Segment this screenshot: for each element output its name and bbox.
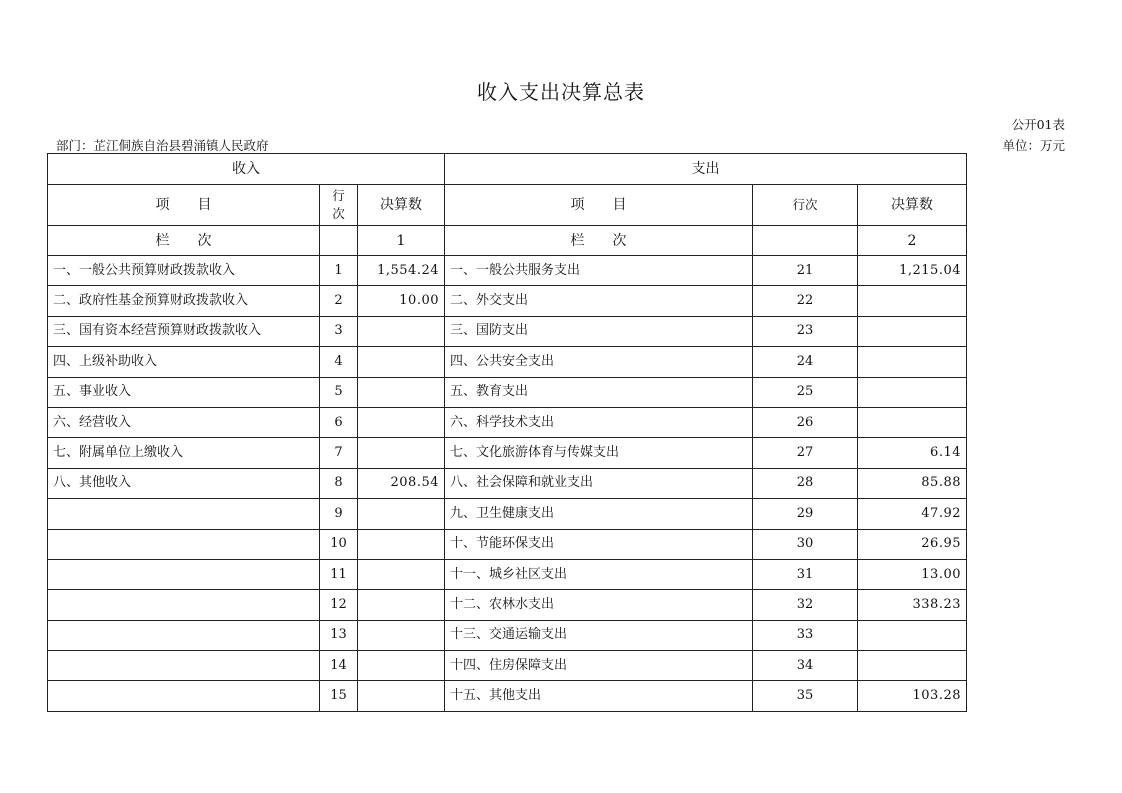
income-item-cell [48,529,320,559]
expense-amount-cell: 47.92 [858,499,967,529]
table-row [48,559,967,589]
expense-item-cell: 三、国防支出 [445,316,753,346]
page-title: 收入支出决算总表 [477,80,645,104]
income-line-no-cell: 12 [320,590,358,620]
income-item-header: 项 目 [48,185,320,226]
expense-item-cell: 十、节能环保支出 [445,529,753,559]
income-line-no-cell: 4 [320,347,358,377]
expense-line-no-header: 行次 [753,185,858,226]
income-item-cell [48,620,320,650]
income-amount-cell: 208.54 [358,468,445,498]
income-amount-cell: 10.00 [358,286,445,316]
expense-line-no-cell: 21 [753,256,858,286]
expense-item-cell: 二、外交支出 [445,286,753,316]
table-row [48,590,967,620]
unit-label: 单位：万元 [1002,138,1065,153]
expense-amount-cell [858,651,967,681]
expense-col-index: 2 [858,226,967,256]
income-line-no-cell: 14 [320,651,358,681]
income-item-cell: 二、政府性基金预算财政拨款收入 [48,286,320,316]
expense-line-no-cell: 25 [753,377,858,407]
income-line-no-cell: 6 [320,407,358,437]
expense-amount-cell [858,620,967,650]
expense-item-cell: 十一、城乡社区支出 [445,559,753,589]
expense-item-cell: 六、科学技术支出 [445,407,753,437]
table-row [48,681,967,711]
income-item-cell: 八、其他收入 [48,468,320,498]
expense-line-no-cell: 30 [753,529,858,559]
header-row-col-index [48,226,967,256]
income-amount-cell [358,347,445,377]
income-line-no-cell: 8 [320,468,358,498]
expense-line-no-cell: 34 [753,651,858,681]
income-item-cell: 七、附属单位上缴收入 [48,438,320,468]
income-line-no-cell: 9 [320,499,358,529]
expense-item-cell: 七、文化旅游体育与传媒支出 [445,438,753,468]
header-row-columns [48,185,967,226]
expense-line-no-cell: 26 [753,407,858,437]
income-line-no-cell: 11 [320,559,358,589]
income-amount-cell [358,590,445,620]
income-amount-cell: 1,554.24 [358,256,445,286]
income-line-no-header [320,185,358,226]
income-amount-header: 决算数 [358,185,445,226]
table-row [48,438,967,468]
income-amount-cell [358,377,445,407]
income-line-no-cell: 5 [320,377,358,407]
income-item-cell [48,499,320,529]
expense-amount-cell: 13.00 [858,559,967,589]
expense-item-header: 项 目 [445,185,753,226]
income-amount-cell [358,529,445,559]
expense-line-no-cell: 32 [753,590,858,620]
income-amount-cell [358,316,445,346]
expense-item-cell: 九、卫生健康支出 [445,499,753,529]
table-row [48,256,967,286]
expense-amount-cell: 26.95 [858,529,967,559]
expense-amount-cell: 103.28 [858,681,967,711]
table-row [48,529,967,559]
expense-line-no-cell: 22 [753,286,858,316]
income-item-cell [48,559,320,589]
income-line-no-cell: 3 [320,316,358,346]
income-col-blank [320,226,358,256]
expense-amount-cell: 1,215.04 [858,256,967,286]
expense-amount-header: 决算数 [858,185,967,226]
income-amount-cell [358,651,445,681]
expense-amount-cell: 338.23 [858,590,967,620]
table-row [48,651,967,681]
income-line-no-label: 行次 [332,188,345,221]
form-number: 公开01表 [1011,117,1065,132]
expense-item-cell: 十三、交通运输支出 [445,620,753,650]
expense-amount-cell: 6.14 [858,438,967,468]
income-col-label: 栏 次 [48,226,320,256]
table-row [48,407,967,437]
expense-line-no-cell: 29 [753,499,858,529]
expense-amount-cell [858,286,967,316]
expense-line-no-cell: 27 [753,438,858,468]
table-row [48,499,967,529]
table-row [48,620,967,650]
expense-section-header: 支出 [445,154,967,185]
table-row [48,468,967,498]
income-amount-cell [358,681,445,711]
expense-item-cell: 十五、其他支出 [445,681,753,711]
expense-line-no-cell: 31 [753,559,858,589]
income-line-no-cell: 10 [320,529,358,559]
income-amount-cell [358,620,445,650]
income-amount-cell [358,499,445,529]
expense-amount-cell [858,347,967,377]
income-item-cell: 三、国有资本经营预算财政拨款收入 [48,316,320,346]
income-col-index: 1 [358,226,445,256]
expense-amount-cell [858,377,967,407]
expense-item-cell: 一、一般公共服务支出 [445,256,753,286]
expense-item-cell: 十四、住房保障支出 [445,651,753,681]
expense-item-cell: 四、公共安全支出 [445,347,753,377]
income-line-no-cell: 1 [320,256,358,286]
expense-item-cell: 五、教育支出 [445,377,753,407]
expense-line-no-cell: 35 [753,681,858,711]
expense-col-label: 栏 次 [445,226,753,256]
income-item-cell: 六、经营收入 [48,407,320,437]
income-line-no-cell: 15 [320,681,358,711]
expense-item-cell: 八、社会保障和就业支出 [445,468,753,498]
income-item-cell: 四、上级补助收入 [48,347,320,377]
income-line-no-cell: 13 [320,620,358,650]
table-row [48,377,967,407]
budget-summary-table [47,153,967,712]
header-row-sections [48,154,967,185]
expense-amount-cell [858,316,967,346]
expense-col-blank [753,226,858,256]
expense-amount-cell [858,407,967,437]
expense-item-cell: 十二、农林水支出 [445,590,753,620]
income-line-no-cell: 7 [320,438,358,468]
expense-line-no-cell: 23 [753,316,858,346]
income-amount-cell [358,559,445,589]
income-item-cell: 五、事业收入 [48,377,320,407]
expense-line-no-cell: 33 [753,620,858,650]
income-item-cell [48,590,320,620]
expense-line-no-cell: 28 [753,468,858,498]
table-row [48,347,967,377]
income-line-no-cell: 2 [320,286,358,316]
income-item-cell [48,651,320,681]
table-row [48,286,967,316]
income-item-cell [48,681,320,711]
income-amount-cell [358,407,445,437]
department-label: 部门：芷江侗族自治县碧涌镇人民政府 [56,138,269,153]
income-section-header: 收入 [48,154,445,185]
income-amount-cell [358,438,445,468]
expense-line-no-cell: 24 [753,347,858,377]
expense-amount-cell: 85.88 [858,468,967,498]
income-item-cell: 一、一般公共预算财政拨款收入 [48,256,320,286]
table-row [48,316,967,346]
